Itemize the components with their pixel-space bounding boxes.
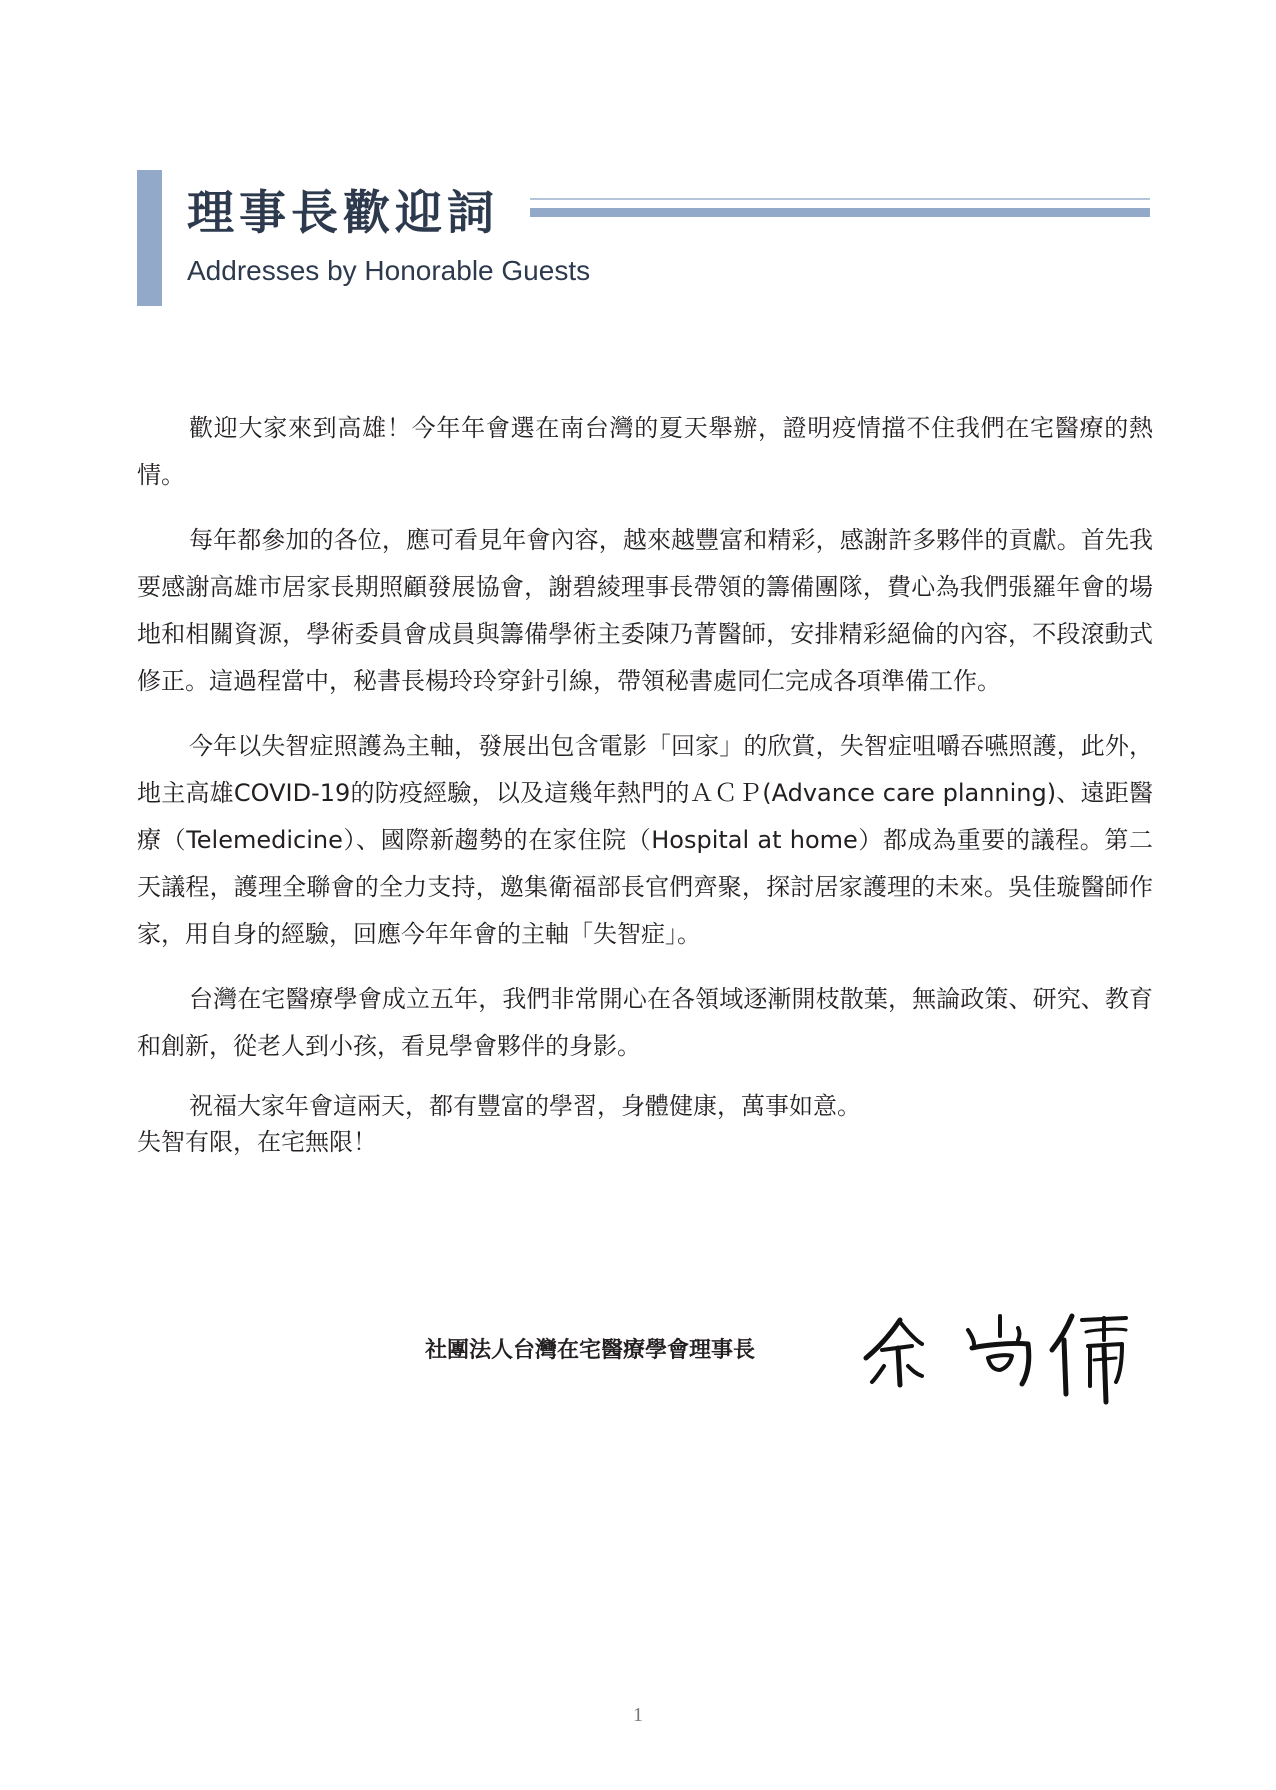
page-number: 1 — [633, 1704, 643, 1726]
paragraph-1: 歡迎大家來到高雄！今年年會選在南台灣的夏天舉辦，證明疫情擋不住我們在宅醫療的熱情。 — [137, 414, 1153, 489]
paragraph-2: 每年都參加的各位，應可看見年會內容，越來越豐富和精彩，感謝許多夥伴的貢獻。首先我要感謝高雄市居家長期照顧發展協會，謝碧綾理事長帶領的籌備團隊，費心為我們張羅年會的場地和相關資源，學術委員會成員與籌備學術主委陳乃菁醫師，安排精彩絕倫的內容，不段滾動式修正。這過程當中，秘書長楊玲玲穿針引線，帶領秘書處同仁完成各項準備工作。 — [137, 526, 1153, 695]
page-title: 理事長歡迎詞 — [187, 186, 499, 241]
closing-blessing: 祝福大家年會這兩天，都有豐富的學習，身體健康，萬事如意。 — [189, 1092, 861, 1120]
header-rule-thick — [530, 208, 1150, 217]
header-rule-thin — [530, 198, 1150, 200]
closing — [137, 1088, 1153, 1160]
closing-motto: 失智有限，在宅無限！ — [137, 1128, 377, 1156]
header-accent-bar — [137, 170, 162, 306]
paragraph-3: 今年以失智症照護為主軸，發展出包含電影「回家」的欣賞，失智症咀嚼吞嚥照護，此外，地主高雄COVID-19的防疫經驗，以及這幾年熱門的ＡＣＰ(Advance care planning)、遠距醫療（Telemedicine）、國際新趨勢的在家住院（Hospital at home）都成為重要的議程。第二天議程，護理全聯會的全力支持，邀集衛福部長官們齊聚，探討居家護理的未來。吳佳璇醫師作家，用自身的經驗，回應今年年會的主軸「失智症」。 — [137, 732, 1153, 948]
handwritten-signature — [860, 1310, 1140, 1405]
signatory-title: 社團法人台灣在宅醫療學會理事長 — [425, 1338, 756, 1363]
paragraph-4: 台灣在宅醫療學會成立五年，我們非常開心在各領域逐漸開枝散葉，無論政策、研究、教育和創新，從老人到小孩，看見學會夥伴的身影。 — [137, 985, 1153, 1060]
page-subtitle: Addresses by Honorable Guests — [187, 255, 591, 286]
letter-body — [137, 405, 1153, 1160]
